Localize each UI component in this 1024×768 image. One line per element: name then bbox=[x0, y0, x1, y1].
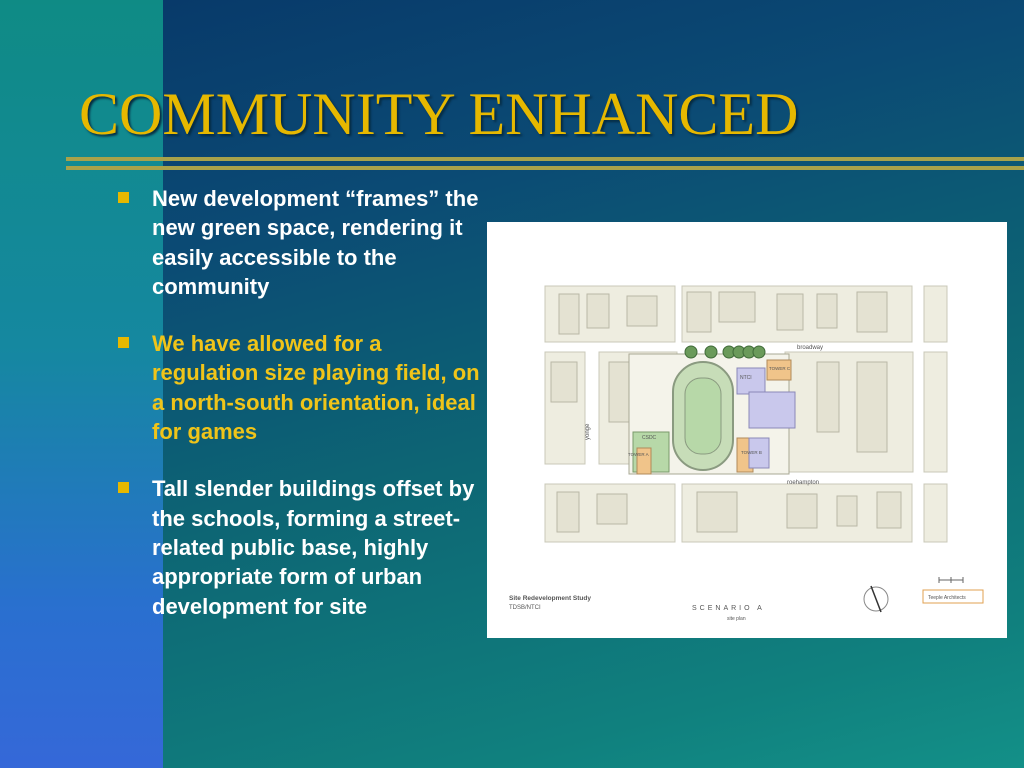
north-arrow-icon bbox=[864, 586, 888, 612]
scenario-label: SCENARIO A bbox=[692, 605, 765, 612]
architect-label: Teeple Architects bbox=[928, 595, 966, 601]
site-plan-image bbox=[487, 222, 1007, 638]
slide-title: COMMUNITY ENHANCED bbox=[79, 81, 799, 147]
plan-label: site plan bbox=[727, 616, 746, 622]
street-label-broadway: broadway bbox=[797, 345, 824, 351]
bullet-item-frames bbox=[116, 184, 486, 301]
bullet-item-playing-field bbox=[116, 329, 486, 446]
square-bullet-icon bbox=[118, 192, 129, 203]
label-tower-a: TOWER A bbox=[628, 452, 649, 457]
title-underline-top bbox=[66, 157, 1024, 161]
scale-bar-icon bbox=[939, 577, 963, 583]
site-plan-drawing bbox=[487, 222, 1007, 638]
bullet-text: New development “frames” the new green space, rendering it easily accessible to the community bbox=[152, 186, 479, 299]
ntci-building bbox=[737, 368, 765, 394]
title-underline-bottom bbox=[66, 166, 1024, 170]
label-tower-c: TOWER C bbox=[769, 366, 791, 371]
ntci-wing bbox=[749, 392, 795, 428]
street-label-yonge: yonge bbox=[585, 423, 591, 440]
bullet-text: Tall slender buildings offset by the schools, forming a street-related public base, highly appropriate form of urban development for site bbox=[152, 476, 475, 619]
bullet-list bbox=[116, 184, 486, 649]
square-bullet-icon bbox=[118, 482, 129, 493]
street-label-roehampton: roehampton bbox=[787, 480, 820, 486]
bullet-item-tall-buildings bbox=[116, 474, 486, 620]
bullet-text: We have allowed for a regulation size playing field, on a north-south orientation, ideal for games bbox=[152, 331, 480, 445]
square-bullet-icon bbox=[118, 337, 129, 348]
study-subtitle: TDSB/NTCI bbox=[509, 605, 541, 611]
label-ntci: NTCI bbox=[740, 375, 752, 381]
study-title: Site Redevelopment Study bbox=[509, 595, 591, 602]
label-csdc: CSDC bbox=[642, 435, 657, 441]
label-tower-b: TOWER B bbox=[741, 450, 762, 455]
playing-field bbox=[685, 378, 721, 454]
